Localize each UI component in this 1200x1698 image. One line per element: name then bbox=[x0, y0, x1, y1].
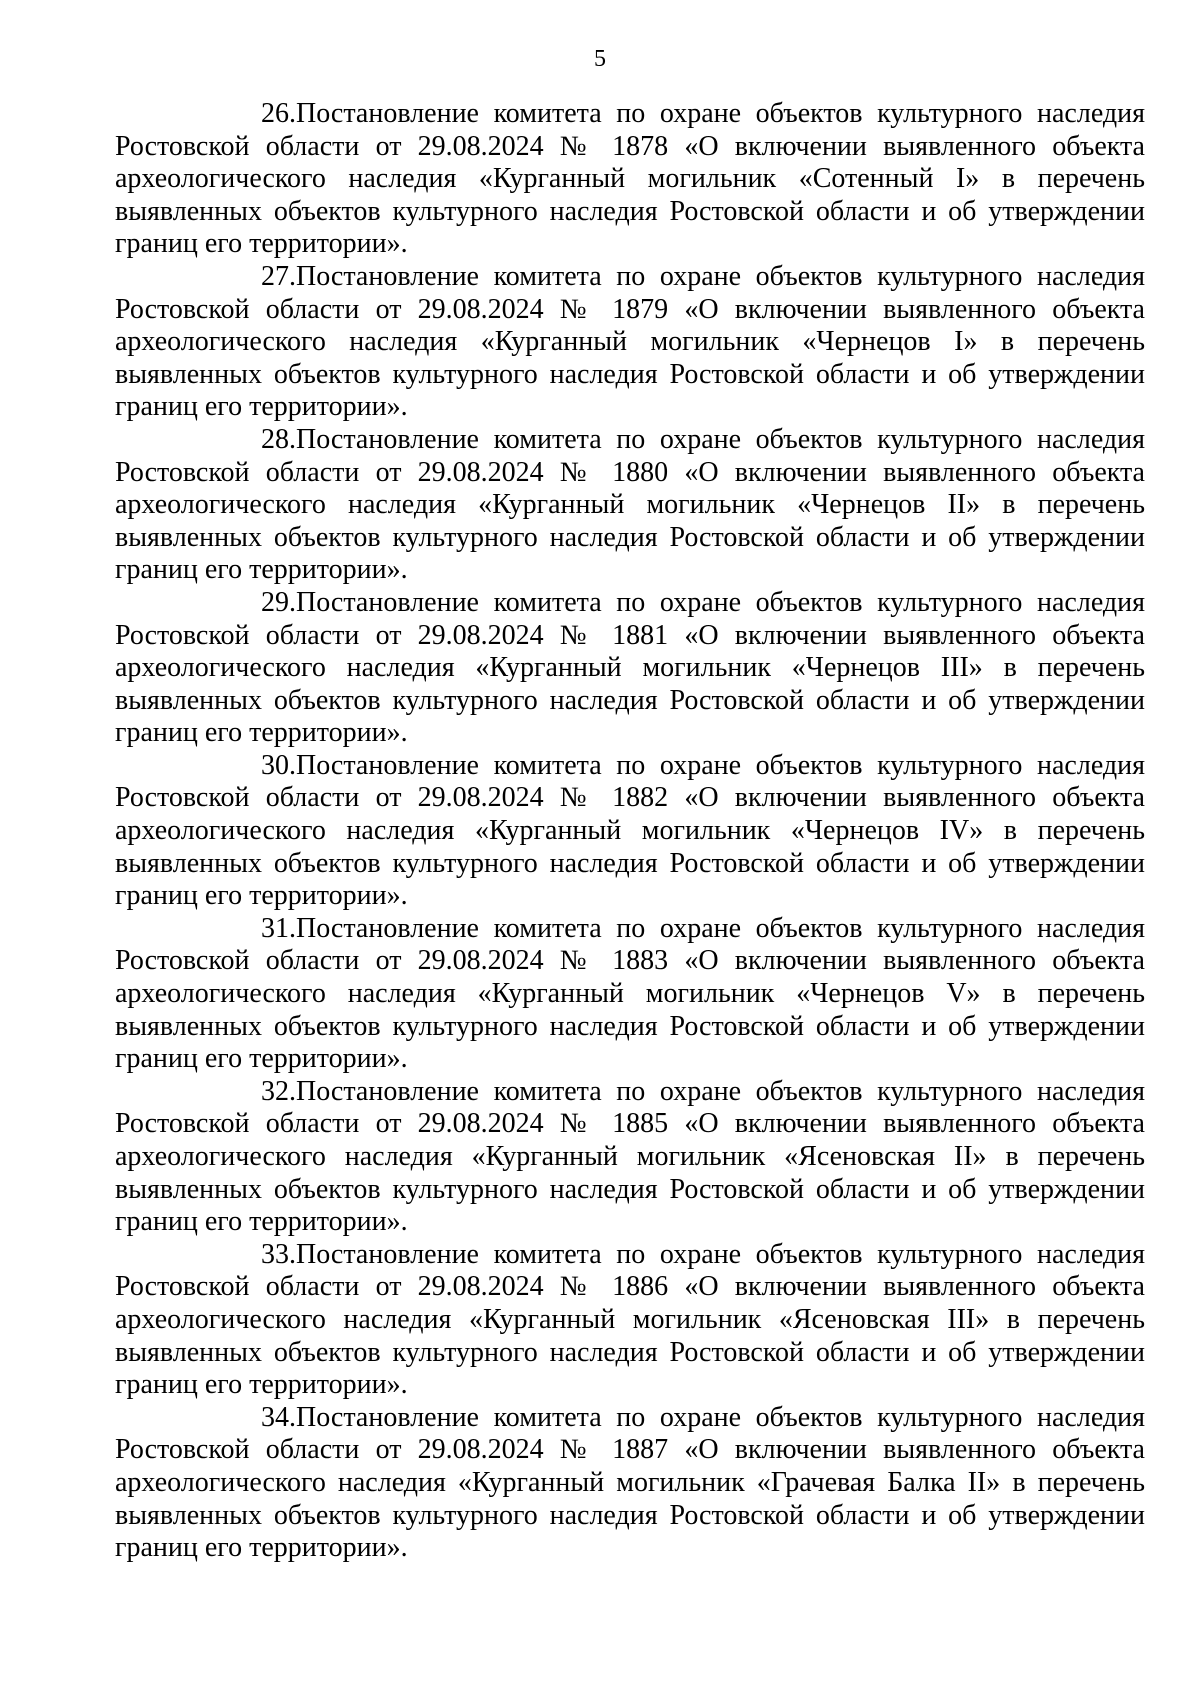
item-text: Постановление комитета по охране объектов культурного наследия Ростовской области от 29.08.2024 № 1880 «О включении выявленного объекта археологического наследия «Курганный могильник «Чернецов II» в перечень выявленных объектов культурного наследия Ростовской области и об утверждении границ его территории». bbox=[115, 423, 1145, 586]
item-text: Постановление комитета по охране объектов культурного наследия Ростовской области от 29.08.2024 № 1881 «О включении выявленного объекта археологического наследия «Курганный могильник «Чернецов III» в перечень выявленных объектов культурного наследия Ростовской области и об утверждении границ его территории». bbox=[115, 586, 1145, 749]
list-item bbox=[115, 261, 1145, 424]
item-number: 32. bbox=[261, 1075, 296, 1107]
item-number: 27. bbox=[261, 260, 296, 292]
item-text: Постановление комитета по охране объектов культурного наследия Ростовской области от 29.08.2024 № 1885 «О включении выявленного объекта археологического наследия «Курганный могильник «Ясеновская II» в перечень выявленных объектов культурного наследия Ростовской области и об утверждении границ его территории». bbox=[115, 1075, 1145, 1238]
item-number: 34. bbox=[261, 1401, 296, 1433]
list-item bbox=[115, 1239, 1145, 1402]
list-item bbox=[115, 1402, 1145, 1565]
item-text: Постановление комитета по охране объектов культурного наследия Ростовской области от 29.08.2024 № 1882 «О включении выявленного объекта археологического наследия «Курганный могильник «Чернецов IV» в перечень выявленных объектов культурного наследия Ростовской области и об утверждении границ его территории». bbox=[115, 749, 1145, 912]
list-item bbox=[115, 913, 1145, 1076]
item-number: 30. bbox=[261, 749, 296, 781]
list-item bbox=[115, 750, 1145, 913]
item-text: Постановление комитета по охране объектов культурного наследия Ростовской области от 29.08.2024 № 1886 «О включении выявленного объекта археологического наследия «Курганный могильник «Ясеновская III» в перечень выявленных объектов культурного наследия Ростовской области и об утверждении границ его территории». bbox=[115, 1238, 1145, 1401]
item-text: Постановление комитета по охране объектов культурного наследия Ростовской области от 29.08.2024 № 1879 «О включении выявленного объекта археологического наследия «Курганный могильник «Чернецов I» в перечень выявленных объектов культурного наследия Ростовской области и об утверждении границ его территории». bbox=[115, 260, 1145, 423]
list-item bbox=[115, 424, 1145, 587]
item-text: Постановление комитета по охране объектов культурного наследия Ростовской области от 29.08.2024 № 1878 «О включении выявленного объекта археологического наследия «Курганный могильник «Сотенный I» в перечень выявленных объектов культурного наследия Ростовской области и об утверждении границ его территории». bbox=[115, 98, 1145, 260]
page-number: 5 bbox=[594, 46, 606, 72]
item-text: Постановление комитета по охране объектов культурного наследия Ростовской области от 29.08.2024 № 1887 «О включении выявленного объекта археологического наследия «Курганный могильник «Грачевая Балка II» в перечень выявленных объектов культурного наследия Ростовской области и об утверждении границ его территории». bbox=[115, 1401, 1145, 1564]
document-body bbox=[115, 98, 1145, 1565]
list-item bbox=[115, 1076, 1145, 1239]
list-item bbox=[115, 98, 1145, 261]
item-number: 33. bbox=[261, 1238, 296, 1270]
list-item bbox=[115, 587, 1145, 750]
item-number: 28. bbox=[261, 423, 296, 455]
item-number: 31. bbox=[261, 912, 296, 944]
item-number: 29. bbox=[261, 586, 296, 618]
item-text: Постановление комитета по охране объектов культурного наследия Ростовской области от 29.08.2024 № 1883 «О включении выявленного объекта археологического наследия «Курганный могильник «Чернецов V» в перечень выявленных объектов культурного наследия Ростовской области и об утверждении границ его территории». bbox=[115, 912, 1145, 1075]
item-number: 26. bbox=[261, 98, 296, 129]
